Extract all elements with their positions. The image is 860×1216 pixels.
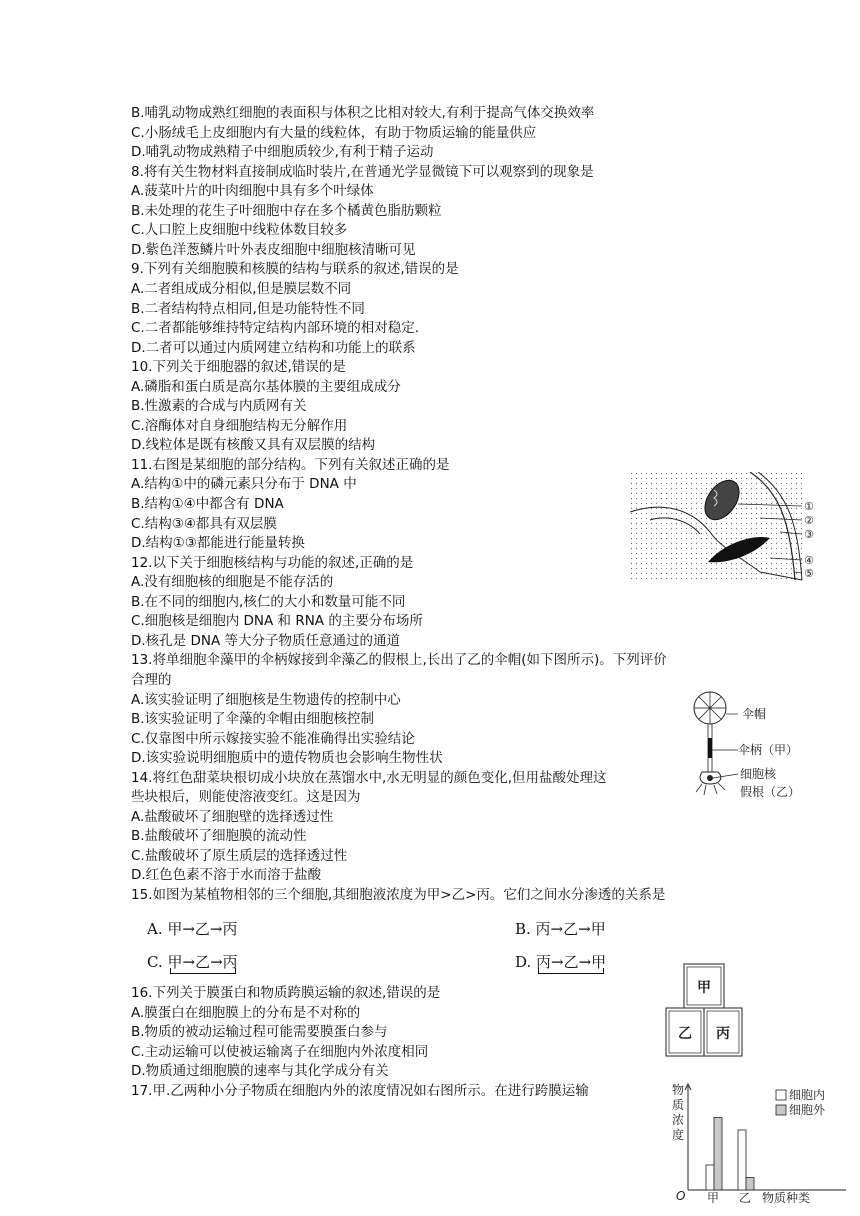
- text-line: 17.甲.乙两种小分子物质在细胞内外的浓度情况如右图所示。在进行跨膜运输: [131, 1083, 589, 1099]
- three-cells-figure: [662, 962, 746, 1060]
- chart-bars: [706, 1118, 754, 1191]
- q15-option-c: C. 甲→乙→丙: [147, 951, 238, 972]
- legend-swatch: [776, 1090, 786, 1100]
- text-line: 12.以下关于细胞核结构与功能的叙述,正确的是: [131, 554, 414, 571]
- cap-label: 伞帽: [742, 707, 767, 721]
- chart-legend: [776, 1087, 826, 1117]
- text-line: A.盐酸破坏了细胞壁的选择透过性: [131, 808, 334, 825]
- q15-option-b: B. 丙→乙→甲: [515, 920, 606, 938]
- text-line: 16.下列关于膜蛋白和物质跨膜运输的叙述,错误的是: [131, 985, 441, 1001]
- legend-label: 细胞内: [789, 1088, 826, 1102]
- stalk-label: 伞柄（甲）: [738, 743, 799, 757]
- text-line: 10.下列关于细胞器的叙述,错误的是: [131, 359, 346, 376]
- cell-yi-label: 乙: [678, 1026, 692, 1042]
- bar-乙-inside: [738, 1130, 746, 1190]
- text-line: A.二者组成成分相似,但是膜层数不同: [131, 280, 352, 297]
- text-line: D.物质通过细胞膜的速率与其化学成分有关: [131, 1063, 389, 1080]
- bar-乙-outside: [746, 1178, 754, 1191]
- legend-label: 细胞外: [789, 1103, 826, 1117]
- text-line: 9.下列有关细胞膜和核膜的结构与联系的叙述,错误的是: [131, 261, 459, 278]
- loop-arrow-icon: [538, 968, 604, 974]
- text-line: A.没有细胞核的细胞是不能存活的: [131, 574, 334, 591]
- bar-甲-outside: [714, 1118, 722, 1191]
- text-line: A.该实验证明了细胞核是生物遗传的控制中心: [131, 691, 401, 708]
- text-line: A.磷脂和蛋白质是高尔基体膜的主要组成成分: [131, 378, 401, 395]
- text-line: B.二者结构特点相同,但是功能特性不同: [131, 300, 365, 317]
- concentration-bar-chart: [666, 1080, 846, 1216]
- q15-option-d-flow: 丙→乙→甲: [536, 953, 607, 971]
- label-2: ②: [804, 514, 814, 527]
- text-line: 11.右图是某细胞的部分结构。下列有关叙述正确的是: [131, 456, 450, 473]
- text-line: A.菠菜叶片的叶肉细胞中具有多个叶绿体: [131, 183, 374, 200]
- text-line: C.细胞核是细胞内 DNA 和 RNA 的主要分布场所: [131, 613, 423, 630]
- text-line: C.二者都能够维持特定结构内部环境的相对稳定.: [131, 320, 420, 337]
- text-line: A.结构①中的磷元素只分布于 DNA 中: [131, 476, 357, 493]
- q15-option-c-flow: 甲→乙→丙: [167, 953, 238, 971]
- text-line: B.性激素的合成与内质网有关: [131, 398, 307, 415]
- text-line: 些块根后，则能使溶液变红。这是因为: [131, 789, 361, 806]
- text-line: C.溶酶体对自身细胞结构无分解作用: [131, 417, 348, 434]
- label-3: ③: [804, 528, 814, 541]
- legend-swatch: [776, 1105, 786, 1115]
- text-line: B.在不同的细胞内,核仁的大小和数量可能不同: [131, 593, 406, 610]
- text-line: D.结构①③都能进行能量转换: [131, 535, 305, 552]
- text-line: C.人口腔上皮细胞中线粒体数目较多: [131, 222, 348, 239]
- text-line: C.结构③④都具有双层膜: [131, 515, 277, 532]
- text-line: B.物质的被动运输过程可能需要膜蛋白参与: [131, 1024, 388, 1041]
- origin-label: O: [676, 1189, 686, 1203]
- label-5: ⑤: [804, 567, 814, 580]
- text-line: D.哺乳动物成熟精子中细胞质较少,有利于精子运动: [131, 144, 434, 161]
- text-line: 8.将有关生物材料直接制成临时装片,在普通光学显微镜下可以观察到的现象是: [131, 163, 594, 180]
- text-line: D.红色色素不溶于水而溶于盐酸: [131, 867, 322, 884]
- text-line: D.线粒体是既有核酸又具有双层膜的结构: [131, 437, 376, 454]
- nucleus-label: 细胞核: [740, 767, 777, 781]
- label-1: ①: [804, 500, 814, 513]
- text-line: C.小肠绒毛上皮细胞内有大量的线粒体，有助于物质运输的能量供应: [131, 124, 537, 141]
- label-4: ④: [804, 554, 814, 567]
- text-line: D.核孔是 DNA 等大分子物质任意通过的通道: [131, 632, 400, 649]
- y-axis-label-1: 物: [672, 1083, 685, 1097]
- text-line: B.哺乳动物成熟红细胞的表面积与体积之比相对较大,有利于提高气体交换效率: [131, 105, 595, 121]
- cell-jia-label: 甲: [697, 980, 711, 996]
- text-line: 13.将单细胞伞藻甲的伞柄嫁接到伞藻乙的假根上,长出了乙的伞帽(如下图所示)。下列评价: [131, 652, 667, 669]
- x-tick-label: 乙: [739, 1191, 752, 1205]
- text-line: D.紫色洋葱鳞片叶外表皮细胞中细胞核清晰可见: [131, 241, 416, 258]
- x-axis-label: 物质种类: [762, 1191, 811, 1205]
- q15-option-d: D. 丙→乙→甲: [515, 951, 606, 972]
- y-axis-label-3: 浓: [672, 1113, 685, 1127]
- text-line: B.结构①④中都含有 DNA: [131, 496, 284, 512]
- text-line: C.主动运输可以使被运输离子在细胞内外浓度相同: [131, 1043, 429, 1060]
- cell-bing-label: 丙: [716, 1026, 730, 1042]
- text-line: B.该实验证明了伞藻的伞帽由细胞核控制: [131, 711, 375, 728]
- chart-tick-labels: [707, 1191, 751, 1205]
- bar-甲-inside: [706, 1165, 714, 1190]
- text-line: C.盐酸破坏了原生质层的选择透过性: [131, 847, 348, 864]
- text-line: 合理的: [131, 671, 172, 688]
- text-line: D.二者可以通过内质网建立结构和功能上的联系: [131, 339, 416, 356]
- text-line: B.盐酸破坏了细胞膜的流动性: [131, 828, 307, 845]
- structure-number-labels: [804, 500, 814, 580]
- x-tick-label: 甲: [707, 1191, 720, 1205]
- text-line: C.仅靠图中所示嫁接实验不能准确得出实验结论: [131, 730, 415, 747]
- y-axis-label-4: 度: [672, 1128, 685, 1142]
- text-line: D.该实验说明细胞质中的遗传物质也会影响生物性状: [131, 750, 443, 767]
- rhizoid-label: 假根（乙）: [740, 785, 801, 799]
- loop-arrow-icon: [170, 968, 236, 974]
- text-line: 14.将红色甜菜块根切成小块放在蒸馏水中,水无明显的颜色变化,但用盐酸处理这: [131, 769, 607, 786]
- q15-option-a: A. 甲→乙→丙: [147, 920, 238, 938]
- text-line: 15.如图为某植物相邻的三个细胞,其细胞液浓度为甲>乙>丙。它们之间水分渗透的关系是: [131, 887, 666, 903]
- cell-structure-figure: [630, 472, 820, 584]
- y-axis-label-2: 质: [672, 1098, 685, 1112]
- text-line: B.未处理的花生子叶细胞中存在多个橘黄色脂肪颗粒: [131, 202, 442, 219]
- text-line: A.膜蛋白在细胞膜上的分布是不对称的: [131, 1004, 361, 1021]
- acetabularia-figure: [688, 690, 840, 805]
